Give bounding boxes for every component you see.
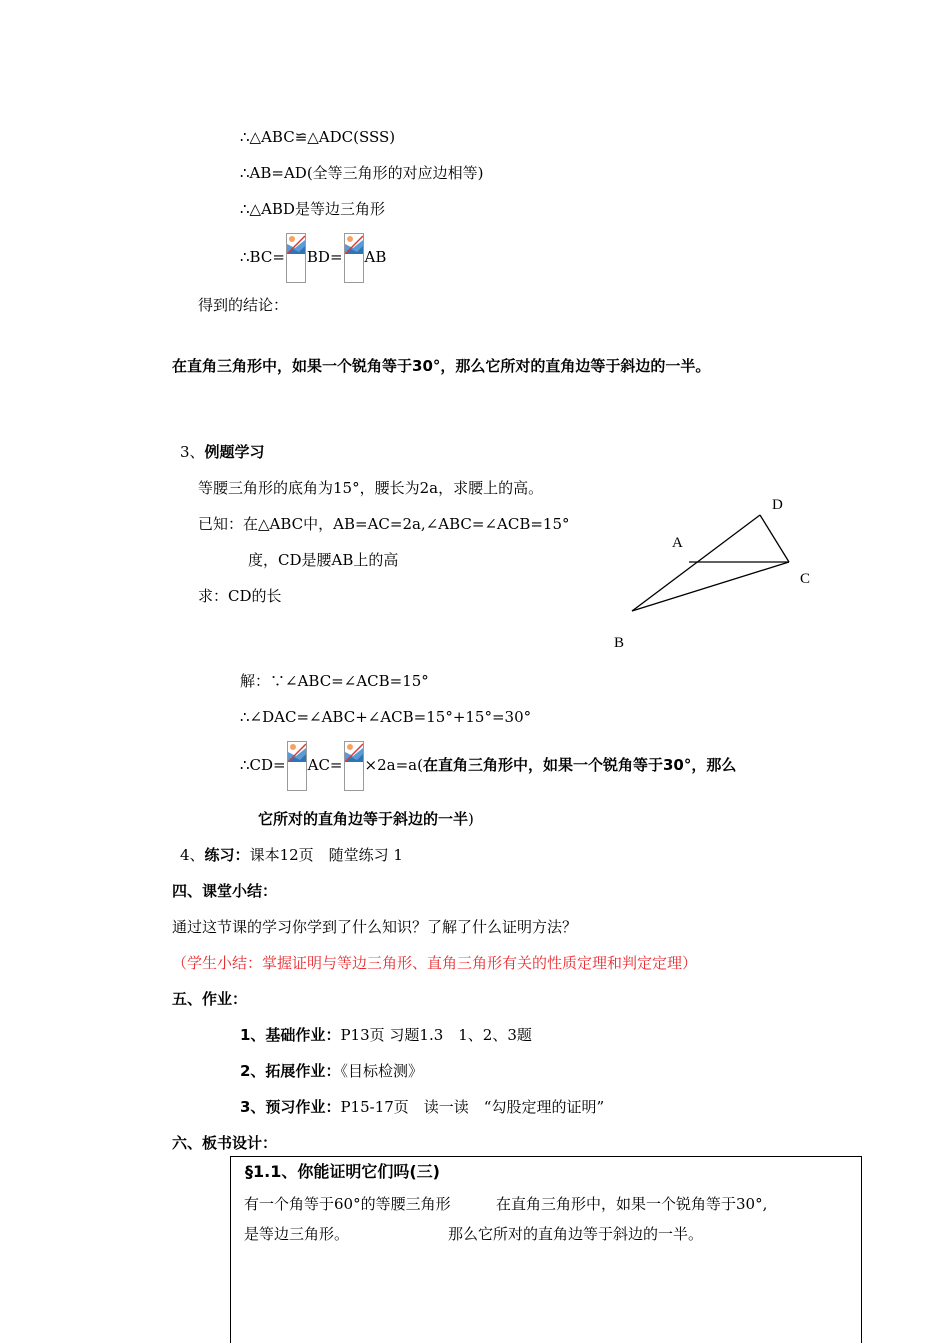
label-a: A bbox=[672, 535, 683, 551]
solution-line-4 bbox=[258, 809, 474, 829]
label-d: D bbox=[772, 497, 783, 513]
solution-ac-text: AC= bbox=[307, 756, 343, 774]
proof-line-bc bbox=[240, 232, 386, 283]
solution-times-text: ×2a=a( bbox=[364, 756, 423, 774]
fraction-image-placeholder-icon bbox=[344, 741, 364, 791]
segment-dc bbox=[760, 515, 789, 562]
proof-bd-text: BD= bbox=[306, 248, 343, 266]
board-left-line-2: 是等边三角形。 bbox=[244, 1225, 350, 1243]
solution-line-3 bbox=[240, 740, 736, 791]
board-right-line-1: 在直角三角形中，如果一个锐角等于30°, bbox=[496, 1195, 768, 1213]
section-6-title: 六、板书设计： bbox=[172, 1134, 278, 1152]
proof-bc-text: ∴BC= bbox=[240, 248, 285, 266]
example-given-1: 已知：在△ABC中，AB=AC=2a,∠ABC=∠ACB=15° bbox=[198, 515, 570, 533]
homework-3-label: 3、预习作业： bbox=[240, 1098, 341, 1116]
solution-line-2: ∴∠DAC=∠ABC+∠ACB=15°+15°=30° bbox=[240, 708, 532, 726]
example-title: 例题学习 bbox=[204, 443, 265, 461]
board-right-line-2: 那么它所对的直角边等于斜边的一半。 bbox=[448, 1225, 704, 1243]
example-given-2: 度，CD是腰AB上的高 bbox=[248, 551, 399, 569]
segment-bc bbox=[632, 562, 789, 611]
example-heading bbox=[180, 442, 265, 462]
section-4-question: 通过这节课的学习你学到了什么知识？了解了什么证明方法？ bbox=[172, 918, 578, 936]
blackboard-design-box bbox=[230, 1156, 862, 1343]
solution-line-1: 解：∵∠ABC=∠ACB=15° bbox=[240, 672, 429, 690]
proof-line-congruent: ∴△ABC≌△ADC(SSS) bbox=[240, 128, 396, 146]
segment-bd bbox=[632, 515, 760, 611]
example-number: 3、 bbox=[180, 443, 205, 461]
board-left-line-1: 有一个角等于60°的等腰三角形 bbox=[244, 1195, 451, 1213]
solution-theorem-part-1: 在直角三角形中，如果一个锐角等于30°，那么 bbox=[422, 756, 737, 774]
section-5-title: 五、作业： bbox=[172, 990, 248, 1008]
homework-2 bbox=[240, 1061, 423, 1081]
homework-1 bbox=[240, 1025, 532, 1045]
student-summary: （学生小结：掌握证明与等边三角形、直角三角形有关的性质定理和判定定理） bbox=[172, 954, 698, 972]
practice-text: 课本12页 随堂练习 1 bbox=[249, 846, 403, 864]
label-b: B bbox=[614, 635, 625, 651]
practice-number: 4、 bbox=[180, 846, 205, 864]
practice-label: 练习： bbox=[204, 846, 250, 864]
solution-theorem-part-2: 它所对的直角边等于斜边的一半 bbox=[258, 810, 469, 828]
theorem-statement: 在直角三角形中，如果一个锐角等于30°，那么它所对的直角边等于斜边的一半。 bbox=[172, 357, 711, 375]
homework-3 bbox=[240, 1097, 604, 1117]
fraction-image-placeholder-icon bbox=[344, 233, 364, 283]
homework-1-label: 1、基础作业： bbox=[240, 1026, 341, 1044]
section-4-title: 四、课堂小结： bbox=[172, 882, 278, 900]
label-c: C bbox=[800, 571, 811, 587]
solution-cd-text: ∴CD= bbox=[240, 756, 286, 774]
fraction-image-placeholder-icon bbox=[286, 233, 306, 283]
homework-1-text: P13页 习题1.3 1、2、3题 bbox=[340, 1026, 532, 1044]
triangle-diagram bbox=[600, 485, 830, 660]
proof-ab-text: AB bbox=[364, 248, 387, 266]
homework-2-text: 《目标检测》 bbox=[340, 1062, 423, 1080]
board-title: §1.1、你能证明它们吗(三) bbox=[245, 1162, 440, 1181]
example-problem: 等腰三角形的底角为15°，腰长为2a，求腰上的高。 bbox=[198, 479, 544, 497]
solution-close-paren: ) bbox=[468, 810, 474, 828]
example-find: 求：CD的长 bbox=[198, 587, 282, 605]
conclusion-label: 得到的结论： bbox=[198, 296, 289, 314]
fraction-image-placeholder-icon bbox=[287, 741, 307, 791]
homework-3-text: P15-17页 读一读 “勾股定理的证明” bbox=[340, 1098, 605, 1116]
homework-2-label: 2、拓展作业： bbox=[240, 1062, 341, 1080]
proof-line-equilateral: ∴△ABD是等边三角形 bbox=[240, 200, 385, 218]
practice-line bbox=[180, 845, 403, 865]
proof-line-ab-ad: ∴AB=AD(全等三角形的对应边相等) bbox=[240, 164, 484, 182]
